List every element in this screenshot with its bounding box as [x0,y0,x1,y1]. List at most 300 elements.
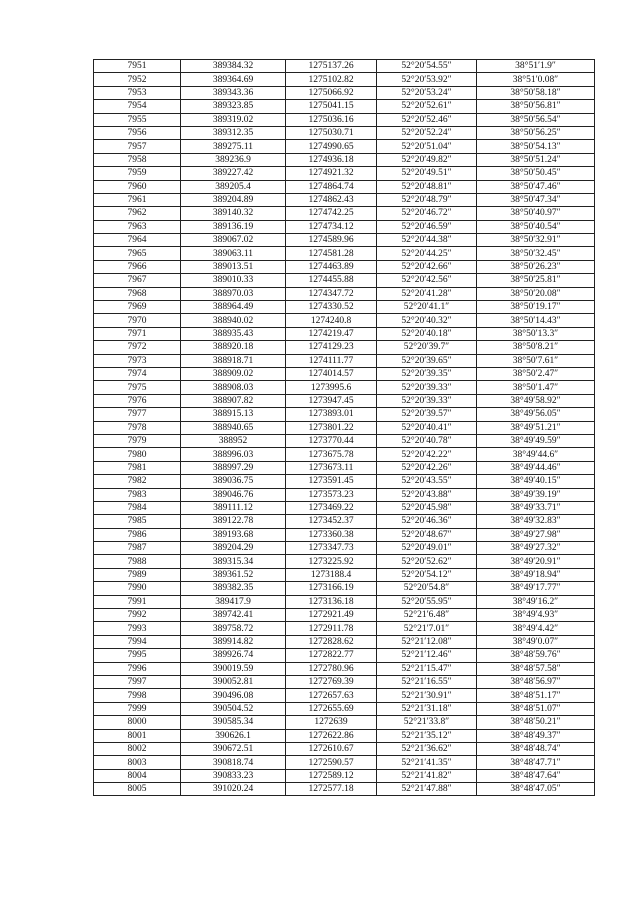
y-coordinate-cell: 1273360.38 [286,528,377,541]
table-row [94,595,595,608]
table-row [94,126,595,139]
point-number-cell: 7991 [94,595,181,608]
longitude-cell: 38°50′20.08″ [477,287,595,300]
x-coordinate-cell: 389742.41 [181,609,286,622]
x-coordinate-cell: 389122.78 [181,515,286,528]
longitude-cell: 38°49′0.07″ [477,635,595,648]
longitude-cell: 38°49′4.42″ [477,622,595,635]
x-coordinate-cell: 389046.76 [181,488,286,501]
x-coordinate-cell: 389384.32 [181,60,286,73]
point-number-cell: 7973 [94,354,181,367]
point-number-cell: 7993 [94,622,181,635]
y-coordinate-cell: 1275137.26 [286,60,377,73]
y-coordinate-cell: 1274129.23 [286,341,377,354]
x-coordinate-cell: 389204.29 [181,542,286,555]
table-row [94,434,595,447]
y-coordinate-cell: 1272589.12 [286,769,377,782]
point-number-cell: 7975 [94,381,181,394]
table-row [94,73,595,86]
x-coordinate-cell: 390052.81 [181,675,286,688]
longitude-cell: 38°51′0.08″ [477,73,595,86]
x-coordinate-cell: 389204.89 [181,193,286,206]
y-coordinate-cell: 1275066.92 [286,86,377,99]
longitude-cell: 38°48′48.74″ [477,742,595,755]
x-coordinate-cell: 390504.52 [181,702,286,715]
point-number-cell: 8001 [94,729,181,742]
x-coordinate-cell: 389063.11 [181,247,286,260]
longitude-cell: 38°48′50.21″ [477,716,595,729]
x-coordinate-cell: 388920.18 [181,341,286,354]
x-coordinate-cell: 388909.02 [181,367,286,380]
table-row [94,367,595,380]
y-coordinate-cell: 1273166.19 [286,582,377,595]
latitude-cell: 52°21′41.35″ [377,756,477,769]
y-coordinate-cell: 1273591.45 [286,475,377,488]
table-row [94,140,595,153]
longitude-cell: 38°48′59.76″ [477,649,595,662]
point-number-cell: 7989 [94,568,181,581]
longitude-cell: 38°49′56.05″ [477,408,595,421]
longitude-cell: 38°50′54.13″ [477,140,595,153]
y-coordinate-cell: 1273573.23 [286,488,377,501]
x-coordinate-cell: 389319.02 [181,113,286,126]
y-coordinate-cell: 1273995.6 [286,381,377,394]
longitude-cell: 38°49′16.2″ [477,595,595,608]
latitude-cell: 52°20′48.81″ [377,180,477,193]
latitude-cell: 52°20′40.32″ [377,314,477,327]
longitude-cell: 38°48′47.05″ [477,783,595,796]
table-row [94,488,595,501]
x-coordinate-cell: 390833.23 [181,769,286,782]
y-coordinate-cell: 1275041.15 [286,100,377,113]
y-coordinate-cell: 1272577.18 [286,783,377,796]
table-row [94,649,595,662]
x-coordinate-cell: 389136.19 [181,220,286,233]
point-number-cell: 7987 [94,542,181,555]
y-coordinate-cell: 1274455.88 [286,274,377,287]
latitude-cell: 52°20′52.46″ [377,113,477,126]
latitude-cell: 52°20′52.24″ [377,126,477,139]
longitude-cell: 38°50′32.91″ [477,234,595,247]
latitude-cell: 52°20′55.95″ [377,595,477,608]
point-number-cell: 7963 [94,220,181,233]
point-number-cell: 7956 [94,126,181,139]
latitude-cell: 52°20′49.51″ [377,167,477,180]
point-number-cell: 7994 [94,635,181,648]
y-coordinate-cell: 1274463.89 [286,260,377,273]
y-coordinate-cell: 1273770.44 [286,434,377,447]
y-coordinate-cell: 1274014.57 [286,367,377,380]
x-coordinate-cell: 390818.74 [181,756,286,769]
point-number-cell: 7980 [94,448,181,461]
x-coordinate-cell: 389758.72 [181,622,286,635]
table-row [94,622,595,635]
x-coordinate-cell: 388915.13 [181,408,286,421]
longitude-cell: 38°50′8.21″ [477,341,595,354]
point-number-cell: 7959 [94,167,181,180]
point-number-cell: 7952 [94,73,181,86]
y-coordinate-cell: 1273347.73 [286,542,377,555]
table-row [94,421,595,434]
table-row [94,287,595,300]
x-coordinate-cell: 389067.02 [181,234,286,247]
longitude-cell: 38°48′56.97″ [477,675,595,688]
table-row [94,220,595,233]
y-coordinate-cell: 1275030.71 [286,126,377,139]
table-row [94,394,595,407]
y-coordinate-cell: 1274219.47 [286,327,377,340]
longitude-cell: 38°49′51.21″ [477,421,595,434]
table-row [94,193,595,206]
latitude-cell: 52°20′52.61″ [377,100,477,113]
x-coordinate-cell: 388997.29 [181,461,286,474]
latitude-cell: 52°20′44.38″ [377,234,477,247]
longitude-cell: 38°48′49.37″ [477,729,595,742]
x-coordinate-cell: 388940.02 [181,314,286,327]
table-row [94,555,595,568]
longitude-cell: 38°49′18.94″ [477,568,595,581]
longitude-cell: 38°50′51.24″ [477,153,595,166]
x-coordinate-cell: 389036.75 [181,475,286,488]
coordinates-table-body [94,60,595,796]
y-coordinate-cell: 1274742.25 [286,207,377,220]
point-number-cell: 7995 [94,649,181,662]
latitude-cell: 52°21′6.48″ [377,609,477,622]
latitude-cell: 52°20′45.98″ [377,501,477,514]
x-coordinate-cell: 389312.35 [181,126,286,139]
longitude-cell: 38°50′19.17″ [477,301,595,314]
longitude-cell: 38°50′50.45″ [477,167,595,180]
x-coordinate-cell: 388918.71 [181,354,286,367]
y-coordinate-cell: 1273188.4 [286,568,377,581]
longitude-cell: 38°49′27.32″ [477,542,595,555]
longitude-cell: 38°50′26.23″ [477,260,595,273]
point-number-cell: 7954 [94,100,181,113]
latitude-cell: 52°20′41.1″ [377,301,477,314]
latitude-cell: 52°20′53.92″ [377,73,477,86]
y-coordinate-cell: 1273225.92 [286,555,377,568]
latitude-cell: 52°20′43.88″ [377,488,477,501]
longitude-cell: 38°49′44.46″ [477,461,595,474]
latitude-cell: 52°20′39.65″ [377,354,477,367]
y-coordinate-cell: 1272780.96 [286,662,377,675]
point-number-cell: 7977 [94,408,181,421]
y-coordinate-cell: 1272822.77 [286,649,377,662]
x-coordinate-cell: 388935.43 [181,327,286,340]
point-number-cell: 7978 [94,421,181,434]
latitude-cell: 52°21′33.8″ [377,716,477,729]
y-coordinate-cell: 1273893.01 [286,408,377,421]
table-row [94,274,595,287]
y-coordinate-cell: 1274581.28 [286,247,377,260]
latitude-cell: 52°20′42.26″ [377,461,477,474]
table-row [94,716,595,729]
table-row [94,354,595,367]
y-coordinate-cell: 1273673.11 [286,461,377,474]
table-row [94,528,595,541]
latitude-cell: 52°20′46.36″ [377,515,477,528]
point-number-cell: 7982 [94,475,181,488]
longitude-cell: 38°50′40.97″ [477,207,595,220]
longitude-cell: 38°50′56.25″ [477,126,595,139]
latitude-cell: 52°21′7.01″ [377,622,477,635]
longitude-cell: 38°49′17.77″ [477,582,595,595]
y-coordinate-cell: 1274347.72 [286,287,377,300]
longitude-cell: 38°48′51.07″ [477,702,595,715]
longitude-cell: 38°48′57.58″ [477,662,595,675]
longitude-cell: 38°50′2.47″ [477,367,595,380]
table-row [94,783,595,796]
longitude-cell: 38°50′14.43″ [477,314,595,327]
y-coordinate-cell: 1274111.77 [286,354,377,367]
point-number-cell: 7953 [94,86,181,99]
point-number-cell: 7969 [94,301,181,314]
longitude-cell: 38°50′56.81″ [477,100,595,113]
table-row [94,180,595,193]
x-coordinate-cell: 389275.11 [181,140,286,153]
point-number-cell: 7983 [94,488,181,501]
table-row [94,756,595,769]
longitude-cell: 38°50′7.61″ [477,354,595,367]
y-coordinate-cell: 1272655.69 [286,702,377,715]
latitude-cell: 52°20′49.82″ [377,153,477,166]
y-coordinate-cell: 1272828.62 [286,635,377,648]
y-coordinate-cell: 1274734.12 [286,220,377,233]
y-coordinate-cell: 1272639 [286,716,377,729]
longitude-cell: 38°50′25.81″ [477,274,595,287]
longitude-cell: 38°49′33.71″ [477,501,595,514]
longitude-cell: 38°49′32.83″ [477,515,595,528]
x-coordinate-cell: 389926.74 [181,649,286,662]
latitude-cell: 52°21′35.12″ [377,729,477,742]
longitude-cell: 38°50′56.54″ [477,113,595,126]
point-number-cell: 8004 [94,769,181,782]
point-number-cell: 7955 [94,113,181,126]
point-number-cell: 7999 [94,702,181,715]
x-coordinate-cell: 388970.03 [181,287,286,300]
point-number-cell: 7965 [94,247,181,260]
x-coordinate-cell: 389010.33 [181,274,286,287]
table-row [94,609,595,622]
y-coordinate-cell: 1275102.82 [286,73,377,86]
x-coordinate-cell: 390496.08 [181,689,286,702]
x-coordinate-cell: 389111.12 [181,501,286,514]
x-coordinate-cell: 388908.03 [181,381,286,394]
table-row [94,769,595,782]
latitude-cell: 52°20′39.33″ [377,381,477,394]
point-number-cell: 7964 [94,234,181,247]
y-coordinate-cell: 1273136.18 [286,595,377,608]
longitude-cell: 38°48′47.71″ [477,756,595,769]
x-coordinate-cell: 389227.42 [181,167,286,180]
table-row [94,729,595,742]
latitude-cell: 52°20′44.25″ [377,247,477,260]
point-number-cell: 7988 [94,555,181,568]
y-coordinate-cell: 1272911.78 [286,622,377,635]
latitude-cell: 52°20′39.33″ [377,394,477,407]
y-coordinate-cell: 1273947.45 [286,394,377,407]
latitude-cell: 52°20′39.35″ [377,367,477,380]
x-coordinate-cell: 389315.34 [181,555,286,568]
latitude-cell: 52°20′51.04″ [377,140,477,153]
point-number-cell: 7984 [94,501,181,514]
longitude-cell: 38°50′40.54″ [477,220,595,233]
table-row [94,234,595,247]
latitude-cell: 52°21′12.46″ [377,649,477,662]
point-number-cell: 7972 [94,341,181,354]
table-row [94,153,595,166]
table-row [94,100,595,113]
y-coordinate-cell: 1274990.65 [286,140,377,153]
x-coordinate-cell: 388952 [181,434,286,447]
point-number-cell: 7967 [94,274,181,287]
table-row [94,475,595,488]
latitude-cell: 52°20′42.56″ [377,274,477,287]
point-number-cell: 7976 [94,394,181,407]
x-coordinate-cell: 391020.24 [181,783,286,796]
latitude-cell: 52°20′54.8″ [377,582,477,595]
latitude-cell: 52°20′40.41″ [377,421,477,434]
longitude-cell: 38°49′27.98″ [477,528,595,541]
x-coordinate-cell: 388996.03 [181,448,286,461]
latitude-cell: 52°20′39.57″ [377,408,477,421]
longitude-cell: 38°49′44.6″ [477,448,595,461]
point-number-cell: 7996 [94,662,181,675]
point-number-cell: 7962 [94,207,181,220]
x-coordinate-cell: 389193.68 [181,528,286,541]
y-coordinate-cell: 1275036.16 [286,113,377,126]
table-row [94,381,595,394]
x-coordinate-cell: 389417.9 [181,595,286,608]
table-row [94,675,595,688]
x-coordinate-cell: 388940.65 [181,421,286,434]
x-coordinate-cell: 389323.85 [181,100,286,113]
y-coordinate-cell: 1272590.57 [286,756,377,769]
table-row [94,260,595,273]
table-row [94,515,595,528]
table-row [94,408,595,421]
y-coordinate-cell: 1274240.8 [286,314,377,327]
latitude-cell: 52°20′54.12″ [377,568,477,581]
table-row [94,635,595,648]
point-number-cell: 7968 [94,287,181,300]
longitude-cell: 38°49′58.92″ [477,394,595,407]
table-row [94,568,595,581]
y-coordinate-cell: 1274921.32 [286,167,377,180]
latitude-cell: 52°20′52.62″ [377,555,477,568]
table-row [94,60,595,73]
point-number-cell: 7974 [94,367,181,380]
point-number-cell: 7997 [94,675,181,688]
longitude-cell: 38°50′47.46″ [477,180,595,193]
x-coordinate-cell: 388907.82 [181,394,286,407]
latitude-cell: 52°20′46.59″ [377,220,477,233]
x-coordinate-cell: 389361.52 [181,568,286,581]
x-coordinate-cell: 389140.32 [181,207,286,220]
longitude-cell: 38°50′58.18″ [477,86,595,99]
x-coordinate-cell: 390672.51 [181,742,286,755]
table-row [94,662,595,675]
point-number-cell: 8002 [94,742,181,755]
x-coordinate-cell: 389914.82 [181,635,286,648]
latitude-cell: 52°21′30.91″ [377,689,477,702]
latitude-cell: 52°20′40.78″ [377,434,477,447]
y-coordinate-cell: 1272622.86 [286,729,377,742]
table-row [94,702,595,715]
latitude-cell: 52°21′31.18″ [377,702,477,715]
y-coordinate-cell: 1273675.78 [286,448,377,461]
point-number-cell: 7957 [94,140,181,153]
point-number-cell: 7958 [94,153,181,166]
y-coordinate-cell: 1273801.22 [286,421,377,434]
point-number-cell: 8000 [94,716,181,729]
longitude-cell: 38°50′32.45″ [477,247,595,260]
table-row [94,742,595,755]
point-number-cell: 7986 [94,528,181,541]
latitude-cell: 52°21′16.55″ [377,675,477,688]
latitude-cell: 52°20′42.66″ [377,260,477,273]
longitude-cell: 38°49′40.15″ [477,475,595,488]
x-coordinate-cell: 389013.51 [181,260,286,273]
point-number-cell: 7990 [94,582,181,595]
x-coordinate-cell: 390585.34 [181,716,286,729]
longitude-cell: 38°50′13.3″ [477,327,595,340]
y-coordinate-cell: 1274589.96 [286,234,377,247]
x-coordinate-cell: 389364.69 [181,73,286,86]
table-row [94,314,595,327]
point-number-cell: 7998 [94,689,181,702]
latitude-cell: 52°20′40.18″ [377,327,477,340]
longitude-cell: 38°50′1.47″ [477,381,595,394]
latitude-cell: 52°21′12.08″ [377,635,477,648]
longitude-cell: 38°49′4.93″ [477,609,595,622]
point-number-cell: 7992 [94,609,181,622]
x-coordinate-cell: 389343.36 [181,86,286,99]
latitude-cell: 52°20′54.55″ [377,60,477,73]
latitude-cell: 52°20′41.28″ [377,287,477,300]
y-coordinate-cell: 1274864.74 [286,180,377,193]
x-coordinate-cell: 388964.49 [181,301,286,314]
x-coordinate-cell: 390019.59 [181,662,286,675]
y-coordinate-cell: 1272769.39 [286,675,377,688]
y-coordinate-cell: 1272610.67 [286,742,377,755]
x-coordinate-cell: 389236.9 [181,153,286,166]
point-number-cell: 7971 [94,327,181,340]
point-number-cell: 7961 [94,193,181,206]
longitude-cell: 38°50′47.34″ [477,193,595,206]
latitude-cell: 52°21′15.47″ [377,662,477,675]
longitude-cell: 38°48′51.17″ [477,689,595,702]
x-coordinate-cell: 390626.1 [181,729,286,742]
x-coordinate-cell: 389382.35 [181,582,286,595]
table-row [94,461,595,474]
latitude-cell: 52°20′49.01″ [377,542,477,555]
latitude-cell: 52°21′47.88″ [377,783,477,796]
point-number-cell: 7960 [94,180,181,193]
x-coordinate-cell: 389205.4 [181,180,286,193]
point-number-cell: 8003 [94,756,181,769]
table-row [94,542,595,555]
longitude-cell: 38°49′20.91″ [477,555,595,568]
point-number-cell: 7966 [94,260,181,273]
table-row [94,167,595,180]
latitude-cell: 52°20′42.22″ [377,448,477,461]
y-coordinate-cell: 1272921.49 [286,609,377,622]
latitude-cell: 52°20′48.79″ [377,193,477,206]
coordinates-table [93,59,595,796]
latitude-cell: 52°21′36.62″ [377,742,477,755]
y-coordinate-cell: 1273469.22 [286,501,377,514]
